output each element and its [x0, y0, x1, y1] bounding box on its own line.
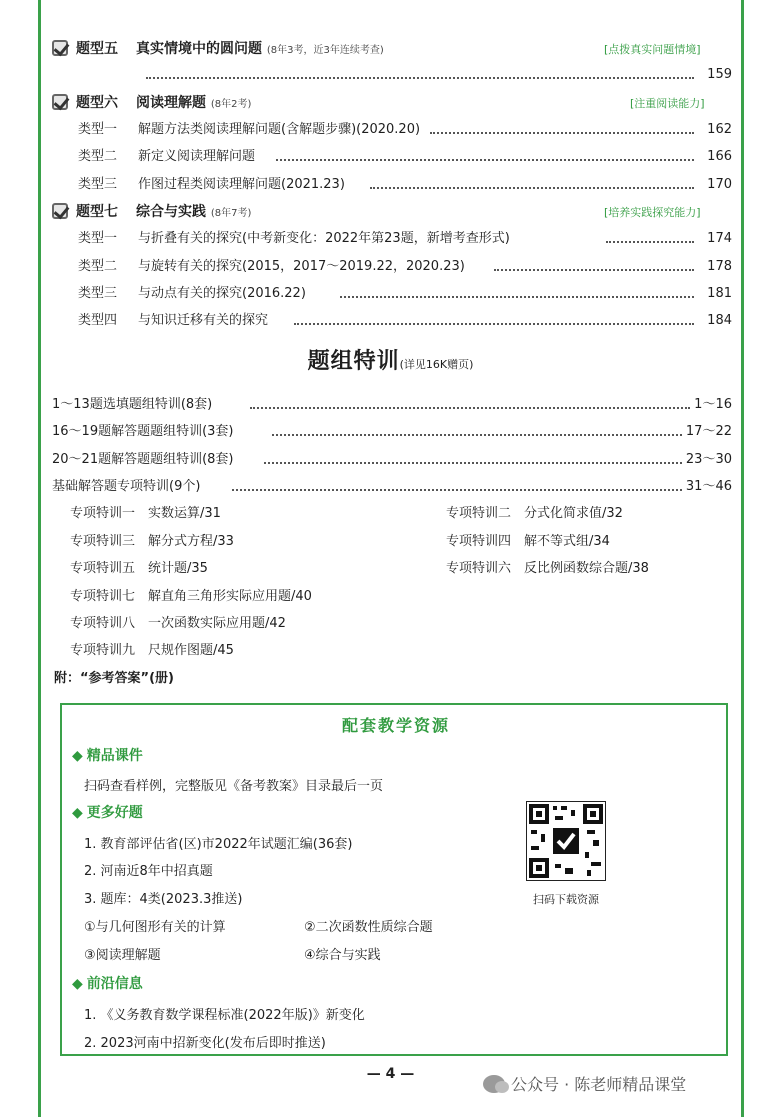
- resources-grid-item: ①与几何图形有关的计算: [84, 920, 226, 935]
- page-number: — 4 —: [366, 1066, 415, 1082]
- special-item: 专项特训四 解不等式组/34: [446, 534, 610, 549]
- resources-heading: ◆ 前沿信息: [72, 976, 143, 992]
- leader-dots: [146, 77, 694, 79]
- special-item: 专项特训一 实数运算/31: [70, 506, 221, 521]
- toc-page: 178: [707, 259, 732, 274]
- appendix-note: 附：“参考答案”(册): [54, 671, 174, 686]
- group-page: 23～30: [685, 452, 732, 467]
- toc-page: 174: [707, 231, 732, 246]
- resources-list-item: 2. 河南近8年中招真题: [84, 864, 213, 879]
- toc-page: 166: [707, 149, 732, 164]
- leader-dots: [294, 323, 694, 325]
- resources-list-item: 3. 题库：4类(2023.3推送): [84, 892, 243, 907]
- toc-item: 类型二 新定义阅读理解问题: [78, 149, 256, 164]
- toc-item: 类型二 与旋转有关的探究(2015，2017～2019.22，2020.23): [78, 259, 465, 274]
- leader-dots: [606, 241, 694, 243]
- group-item: 1～13题选填题组特训(8套): [52, 397, 213, 412]
- toc-page: 170: [707, 177, 732, 192]
- toc-item: 类型一 与折叠有关的探究(中考新变化：2022年第23题，新增考查形式): [78, 231, 510, 246]
- leader-dots: [430, 132, 694, 134]
- resources-grid-item: ④综合与实践: [304, 948, 381, 963]
- diamond-icon: ◆: [72, 748, 83, 764]
- resources-grid-item: ③阅读理解题: [84, 948, 161, 963]
- resources-text: 扫码查看样例，完整版见《备考教案》目录最后一页: [84, 779, 384, 794]
- watermark: 公众号 · 陈老师精品课堂: [483, 1072, 686, 1095]
- resources-grid-item: ②二次函数性质综合题: [304, 920, 433, 935]
- toc-item: 类型四 与知识迁移有关的探究: [78, 313, 269, 328]
- toc-tag: [培养实践探究能力]: [604, 206, 701, 219]
- leader-dots: [494, 269, 694, 271]
- toc-head-5: 题型五 真实情境中的圆问题 (8年3考，近3年连续考查): [52, 40, 384, 60]
- toc-item: 类型一 解题方法类阅读理解问题(含解题步骤)(2020.20): [78, 122, 421, 137]
- wechat-icon: [483, 1075, 505, 1093]
- leader-dots: [370, 187, 694, 189]
- diamond-icon: ◆: [72, 976, 83, 992]
- special-item: 专项特训八 一次函数实际应用题/42: [70, 616, 286, 631]
- toc-item: 类型三 与动点有关的探究(2016.22): [78, 286, 306, 301]
- resources-list-item: 1. 《义务教育数学课程标准(2022年版)》新变化: [84, 1008, 365, 1023]
- check-icon: [52, 40, 68, 56]
- toc-page: 159: [707, 67, 732, 82]
- toc-tag: [点拨真实问题情境]: [604, 43, 701, 56]
- special-item: 专项特训二 分式化简求值/32: [446, 506, 623, 521]
- qr-caption: 扫码下载资源: [533, 893, 599, 906]
- toc-page: 162: [707, 122, 732, 137]
- toc-item: 类型三 作图过程类阅读理解问题(2021.23): [78, 177, 345, 192]
- qr-code[interactable]: [526, 801, 606, 881]
- toc-tag: [注重阅读能力]: [630, 97, 705, 110]
- resources-heading: ◆ 精品课件: [72, 748, 143, 764]
- check-icon: [52, 203, 68, 219]
- toc-page: 181: [707, 286, 732, 301]
- group-item: 16～19题解答题题组特训(3套): [52, 424, 234, 439]
- group-page: 17～22: [685, 424, 732, 439]
- leader-dots: [276, 159, 694, 161]
- group-item: 20～21题解答题题组特训(8套): [52, 452, 234, 467]
- resources-title: 配套教学资源: [341, 716, 450, 735]
- leader-dots: [264, 462, 682, 464]
- resources-list-item: 2. 2023河南中招新变化(发布后即时推送): [84, 1036, 326, 1051]
- diamond-icon: ◆: [72, 805, 83, 821]
- leader-dots: [232, 489, 682, 491]
- toc-page: 184: [707, 313, 732, 328]
- resources-list-item: 1. 教育部评估省(区)市2022年试题汇编(36套): [84, 837, 353, 852]
- special-item: 专项特训五 统计题/35: [70, 561, 208, 576]
- resources-heading: ◆ 更多好题: [72, 805, 143, 821]
- group-item: 基础解答题专项特训(9个): [52, 479, 201, 494]
- toc-head-6: 题型六 阅读理解题 (8年2考): [52, 94, 251, 114]
- group-page: 1～16: [694, 397, 732, 412]
- leader-dots: [272, 434, 682, 436]
- check-icon: [52, 94, 68, 110]
- leader-dots: [340, 296, 694, 298]
- group-page: 31～46: [685, 479, 732, 494]
- special-item: 专项特训三 解分式方程/33: [70, 534, 234, 549]
- special-item: 专项特训六 反比例函数综合题/38: [446, 561, 649, 576]
- leader-dots: [250, 407, 690, 409]
- special-item: 专项特训九 尺规作图题/45: [70, 643, 234, 658]
- section-title: 题组特训(详见16K赠页): [307, 348, 474, 374]
- special-item: 专项特训七 解直角三角形实际应用题/40: [70, 589, 312, 604]
- toc-head-7: 题型七 综合与实践 (8年7考): [52, 203, 251, 223]
- resources-box: [60, 703, 728, 1056]
